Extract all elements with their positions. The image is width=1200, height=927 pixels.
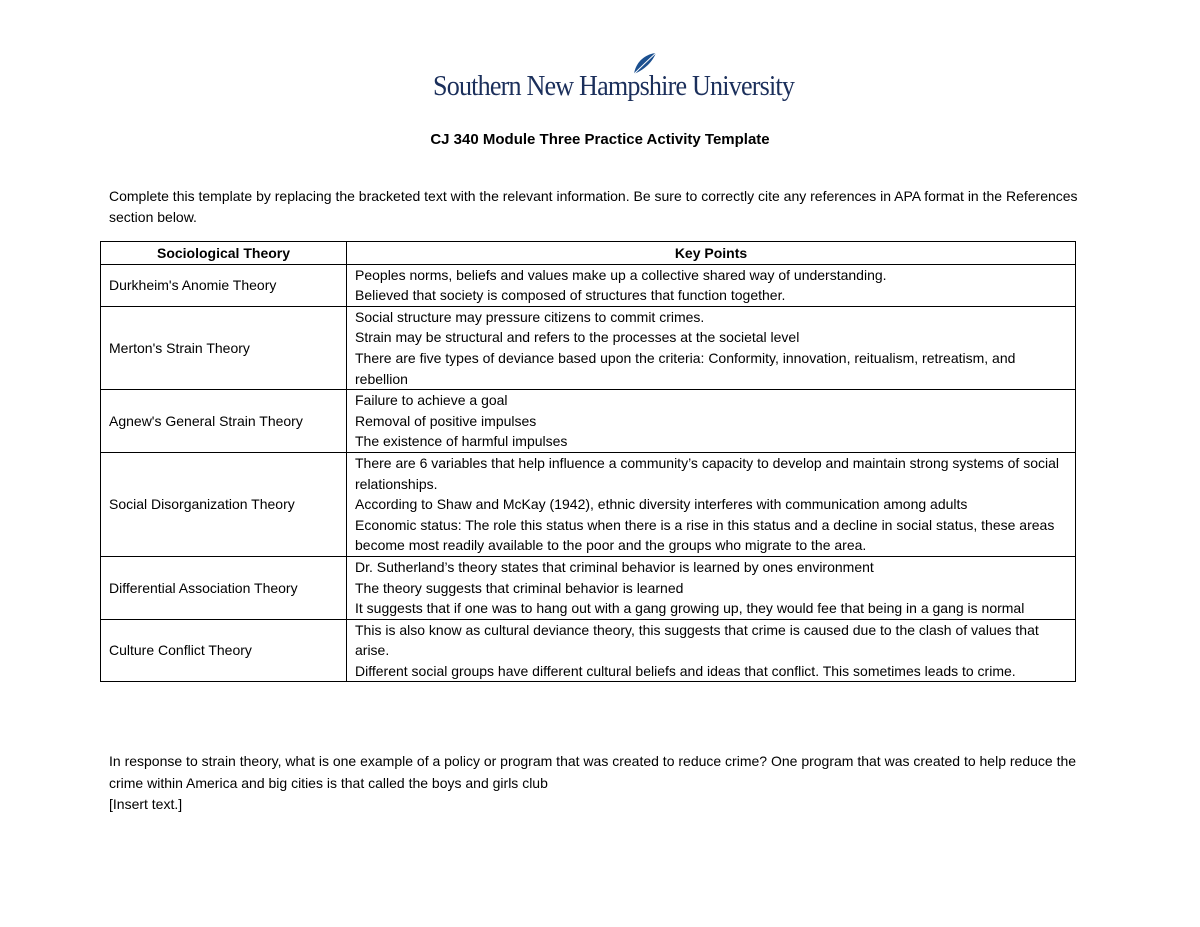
column-header-theory: Sociological Theory xyxy=(101,242,347,265)
column-header-key-points: Key Points xyxy=(347,242,1076,265)
table-row xyxy=(101,306,1076,389)
theory-name: Culture Conflict Theory xyxy=(101,619,347,682)
key-point: Failure to achieve a goal xyxy=(355,392,508,409)
key-points-cell xyxy=(347,556,1076,619)
table-row xyxy=(101,619,1076,682)
key-points-cell xyxy=(347,306,1076,389)
key-points-cell xyxy=(347,452,1076,556)
theory-name: Social Disorganization Theory xyxy=(101,452,347,556)
table-header-row xyxy=(101,242,1076,265)
key-point: Believed that society is composed of structures that function together. xyxy=(355,287,786,304)
key-points-cell xyxy=(347,390,1076,453)
theory-name: Durkheim's Anomie Theory xyxy=(101,264,347,306)
table-row xyxy=(101,390,1076,453)
key-point: Dr. Sutherland’s theory states that criminal behavior is learned by ones environment xyxy=(355,558,874,575)
key-point: This is also know as cultural deviance theory, this suggests that crime is caused due to the clash of values that arise. xyxy=(355,621,1039,659)
theory-name: Merton's Strain Theory xyxy=(101,306,347,389)
key-point: There are five types of deviance based upon the criteria: Conformity, innovation, reitualism, retreatism, and rebellion xyxy=(355,349,1016,387)
insert-text-placeholder: [Insert text.] xyxy=(109,796,183,812)
key-point: The existence of harmful impulses xyxy=(355,433,568,450)
theory-name: Differential Association Theory xyxy=(101,556,347,619)
question-answer: One program that was created to help reduce the crime within America and big cities is that called the boys and girls club xyxy=(109,753,1077,791)
table-row xyxy=(101,452,1076,556)
key-point: There are 6 variables that help influence a community’s capacity to develop and maintain strong systems of social relationships. xyxy=(355,454,1059,492)
key-point: Economic status: The role this status when there is a rise in this status and a decline in social status, these areas become most readily available to the poor and the groups who migrate to the area. xyxy=(355,516,1055,554)
university-logo xyxy=(433,52,795,108)
key-point: Different social groups have different cultural beliefs and ideas that conflict. This sometimes leads to crime. xyxy=(355,662,1016,679)
key-point: Social structure may pressure citizens to commit crimes. xyxy=(355,308,705,325)
logo-text: Southern New Hampshire University xyxy=(433,70,795,102)
key-point: The theory suggests that criminal behavior is learned xyxy=(355,579,684,596)
table-row xyxy=(101,556,1076,619)
key-point: Removal of positive impulses xyxy=(355,412,537,429)
intro-paragraph: Complete this template by replacing the bracketed text with the relevant information. Be sure to correctly cite any references in APA format in the References section below. xyxy=(109,188,1078,225)
key-point: Strain may be structural and refers to the processes at the societal level xyxy=(355,329,800,346)
question-section xyxy=(109,751,1099,816)
table-row xyxy=(101,264,1076,306)
key-point: According to Shaw and McKay (1942), ethnic diversity interferes with communication among adults xyxy=(355,496,968,513)
key-point: It suggests that if one was to hang out with a gang growing up, they would fee that being in a gang is normal xyxy=(355,600,1025,617)
theory-name: Agnew's General Strain Theory xyxy=(101,390,347,453)
theories-table xyxy=(100,241,1076,682)
key-points-cell xyxy=(347,264,1076,306)
question-prompt: In response to strain theory, what is one example of a policy or program that was created to reduce crime? xyxy=(109,753,768,769)
document-title: CJ 340 Module Three Practice Activity Template xyxy=(430,131,770,148)
key-points-cell xyxy=(347,619,1076,682)
key-point: Peoples norms, beliefs and values make up a collective shared way of understanding. xyxy=(355,266,887,283)
